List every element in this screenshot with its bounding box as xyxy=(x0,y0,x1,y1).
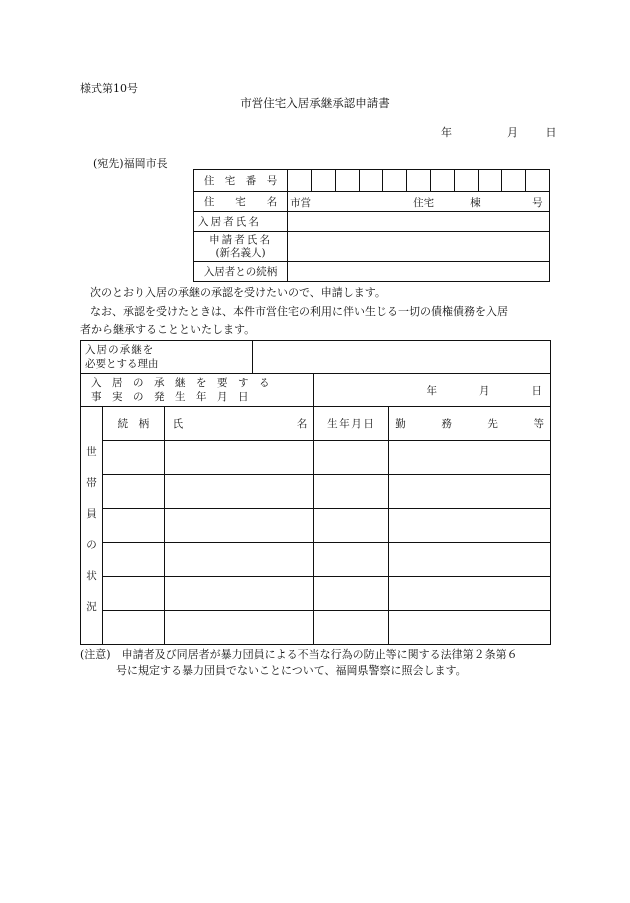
member-relationship[interactable] xyxy=(102,509,164,543)
house-name-unit: 号 xyxy=(532,196,543,209)
house-number-digit[interactable] xyxy=(526,170,550,192)
house-number-digit[interactable] xyxy=(430,170,454,192)
house-number-row xyxy=(194,170,550,192)
relationship-row xyxy=(194,262,550,282)
household-member-row xyxy=(81,577,551,611)
member-workplace[interactable] xyxy=(389,543,551,577)
application-date xyxy=(441,124,557,140)
member-name[interactable] xyxy=(164,577,314,611)
resident-name-row xyxy=(194,212,550,232)
addressee: (宛先)福岡市長 xyxy=(93,157,168,170)
col-birth-date: 生年月日 xyxy=(314,407,389,441)
household-member-row xyxy=(81,543,551,577)
household-member-row xyxy=(81,441,551,475)
member-workplace[interactable] xyxy=(389,475,551,509)
house-number-digit[interactable] xyxy=(359,170,383,192)
house-number-digit[interactable] xyxy=(502,170,526,192)
member-birth-date[interactable] xyxy=(314,577,389,611)
household-member-row xyxy=(81,475,551,509)
applicant-name-label: 申請者氏名 (新名義人) xyxy=(194,232,288,262)
occurrence-month: 月 xyxy=(479,384,490,397)
household-header-row xyxy=(81,407,551,441)
house-number-digit[interactable] xyxy=(335,170,359,192)
house-number-digit[interactable] xyxy=(478,170,502,192)
resident-name-label: 入居者氏名 xyxy=(194,212,288,232)
member-workplace[interactable] xyxy=(389,611,551,645)
member-name[interactable] xyxy=(164,509,314,543)
house-name-building: 棟 xyxy=(470,196,481,209)
relationship-field[interactable] xyxy=(288,262,550,282)
col-name: 氏 名 xyxy=(164,407,314,441)
member-birth-date[interactable] xyxy=(314,441,389,475)
reason-label: 入居の承継を 必要とする理由 xyxy=(81,341,253,374)
member-relationship[interactable] xyxy=(102,475,164,509)
paragraph-note-2: 者から継承することといたします。 xyxy=(80,323,256,336)
house-number-label: 住 宅 番 号 xyxy=(194,170,288,192)
resident-name-field[interactable] xyxy=(288,212,550,232)
occurrence-label: 入 居 の 承 継 を 要 す る 事 実 の 発 生 年 月 日 xyxy=(81,374,314,407)
house-number-digit[interactable] xyxy=(454,170,478,192)
house-name-field[interactable] xyxy=(288,192,550,212)
house-number-digit[interactable] xyxy=(407,170,431,192)
note xyxy=(80,647,518,679)
paragraph-request: 次のとおり入居の承継の承認を受けたいので、申請します。 xyxy=(90,286,386,299)
member-relationship[interactable] xyxy=(102,611,164,645)
applicant-name-sub: (新名義人) xyxy=(215,246,266,259)
paragraph-note-1: なお、承認を受けたときは、本件市営住宅の利用に伴い生じる一切の債権債務を入居 xyxy=(90,305,508,318)
member-name[interactable] xyxy=(164,611,314,645)
col-relationship: 続 柄 xyxy=(102,407,164,441)
form-title: 市営住宅入居承継承認申請書 xyxy=(240,96,390,110)
form-number: 様式第10号 xyxy=(80,82,138,95)
member-relationship[interactable] xyxy=(102,577,164,611)
member-relationship[interactable] xyxy=(102,441,164,475)
occurrence-year: 年 xyxy=(426,384,437,397)
house-name-row xyxy=(194,192,550,212)
member-workplace[interactable] xyxy=(389,509,551,543)
household-table xyxy=(80,340,551,645)
house-name-city: 市営 xyxy=(290,196,312,209)
member-name[interactable] xyxy=(164,441,314,475)
applicant-table xyxy=(193,169,550,282)
house-number-digit[interactable] xyxy=(311,170,335,192)
member-workplace[interactable] xyxy=(389,577,551,611)
household-member-row xyxy=(81,509,551,543)
occurrence-day: 日 xyxy=(531,384,542,397)
occurrence-row xyxy=(81,374,551,407)
applicant-name-field[interactable] xyxy=(288,232,550,262)
date-month: 月 xyxy=(507,126,518,139)
member-name[interactable] xyxy=(164,475,314,509)
house-name-label: 住 宅 名 xyxy=(194,192,288,212)
reason-row xyxy=(81,341,551,374)
date-day: 日 xyxy=(545,126,557,139)
house-number-digit[interactable] xyxy=(383,170,407,192)
household-member-row xyxy=(81,611,551,645)
member-name[interactable] xyxy=(164,543,314,577)
member-birth-date[interactable] xyxy=(314,475,389,509)
note-line-2: 号に規定する暴力団員でないことについて、福岡県警察に照会します。 xyxy=(116,664,467,677)
applicant-name-row xyxy=(194,232,550,262)
relationship-label: 入居者との続柄 xyxy=(194,262,288,282)
member-birth-date[interactable] xyxy=(314,509,389,543)
date-year: 年 xyxy=(441,126,452,139)
member-birth-date[interactable] xyxy=(314,611,389,645)
reason-field[interactable] xyxy=(252,341,550,374)
occurrence-date-field[interactable] xyxy=(314,374,551,407)
note-line-1: (注意) 申請者及び同居者が暴力団員による不当な行為の防止等に関する法律第２条第６ xyxy=(80,648,518,661)
house-number-digit[interactable] xyxy=(288,170,312,192)
house-name-jutaku: 住宅 xyxy=(413,196,435,209)
member-relationship[interactable] xyxy=(102,543,164,577)
household-label: 世 帯 員 の 状 況 xyxy=(81,407,103,645)
member-workplace[interactable] xyxy=(389,441,551,475)
col-workplace: 勤 務 先 等 xyxy=(389,407,551,441)
member-birth-date[interactable] xyxy=(314,543,389,577)
